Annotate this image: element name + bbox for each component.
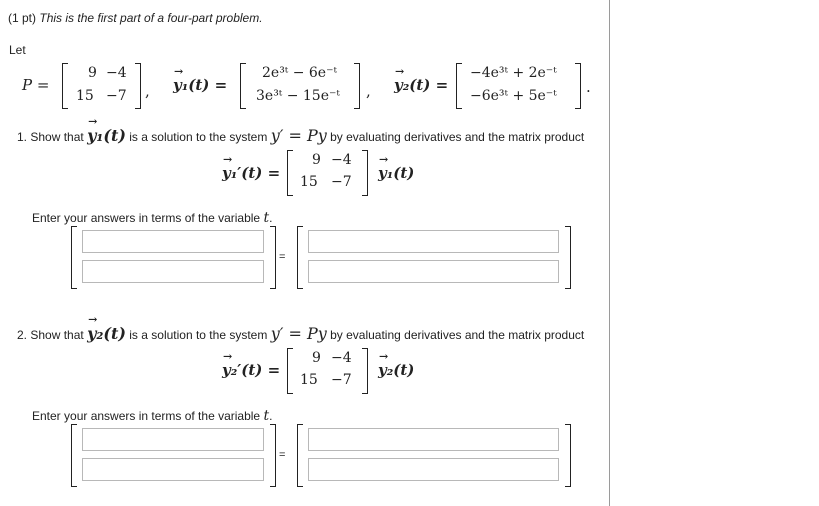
problem-panel: (1 pt) This is the first part of a four-part problem. Let P = 9 −4 15 −7 , → y₁(t) = 2e³ᵗ − 6e⁻ᵗ 3e³ᵗ − 15e⁻ᵗ , → y₂(t) = −4e³ᵗ + 2e⁻ᵗ −6e³ᵗ + 5e⁻ᵗ . 1. Show that → y₁(t) is a solution to the system y′ = Py by evaluating derivatives and the matrix product → y₁′(t) = 9 −4 15 −7 → y₁(t) Enter your answers in terms of the variable t. = 2. Show that → y₂(t) is a solution to the system y′ = Py by evaluating derivatives and the matrix product → y₂′(t) = 9 −4 15 −7 → y₂(t) Enter your answers in terms of the variable t. = [0, 0, 610, 506]
part2-equals: = [279, 449, 286, 461]
part2-lhs [222, 361, 280, 379]
part1-text-c: by evaluating derivatives and the matrix product [330, 130, 585, 144]
part1-matrix-right-bracket [362, 150, 368, 196]
part1-answer2-top-input[interactable] [308, 230, 559, 253]
y2-right-bracket [575, 63, 581, 109]
part1-lhs [222, 164, 280, 182]
p-label-text: P = [22, 76, 50, 94]
part2-question [17, 324, 584, 343]
part1-vector: → y₁(t) [87, 126, 126, 145]
intro-text: This is the first part of a four-part problem. [39, 11, 263, 25]
part1-matrix-12: −4 [331, 152, 352, 168]
part2-text-c: by evaluating derivatives and the matrix product [330, 328, 585, 342]
part2-answer2-top-input[interactable] [308, 428, 559, 451]
part1-equals: = [279, 251, 286, 263]
part2-answer1-top-input[interactable] [82, 428, 264, 451]
part1-system: y′ = Py [270, 126, 327, 145]
p-cell-21: 15 [76, 88, 94, 104]
part2-rhs [378, 361, 414, 379]
part1-rhs-text: → y₁(t) [378, 164, 414, 182]
part2-answer2-bottom-input[interactable] [308, 458, 559, 481]
p-left-bracket [62, 63, 68, 109]
part2-vector: → y₂(t) [87, 324, 126, 343]
part2-hint: Enter your answers in terms of the variable t. [32, 408, 273, 424]
p-cell-22: −7 [106, 88, 127, 104]
y1-right-bracket [354, 63, 360, 109]
part2-answer2-right-bracket [565, 424, 571, 487]
part1-matrix-left-bracket [287, 150, 293, 196]
part1-answer1-bottom-input[interactable] [82, 260, 264, 283]
part1-hint: Enter your answers in terms of the variable t. [32, 210, 273, 226]
y2-entry-2: −6e³ᵗ + 5e⁻ᵗ [470, 88, 557, 104]
part1-answer2-bottom-input[interactable] [308, 260, 559, 283]
part1-text-a: Show that [30, 130, 84, 144]
let-label: Let [9, 43, 26, 57]
part2-text-b: is a solution to the system [129, 328, 268, 342]
part2-answer1-bottom-input[interactable] [82, 458, 264, 481]
part2-matrix-21: 15 [300, 372, 318, 388]
part1-answer2-right-bracket [565, 226, 571, 289]
part2-answer1-right-bracket [270, 424, 276, 487]
part1-answer1-left-bracket [71, 226, 77, 289]
problem-intro [8, 11, 263, 25]
part2-system: y′ = Py [270, 324, 327, 343]
part1-question [17, 126, 584, 145]
y2-label-text: → y₂(t) = [394, 76, 448, 94]
part2-answer2-left-bracket [297, 424, 303, 487]
part2-text-a: Show that [30, 328, 84, 342]
part1-matrix-11: 9 [312, 152, 321, 168]
part2-matrix-left-bracket [287, 348, 293, 394]
part1-number: 1. [17, 130, 28, 144]
y1-label-text: → y₁(t) = [173, 76, 227, 94]
y2-label [394, 76, 448, 94]
part1-answer1-right-bracket [270, 226, 276, 289]
y1-left-bracket [240, 63, 246, 109]
part2-number: 2. [17, 328, 28, 342]
y2-entry-1: −4e³ᵗ + 2e⁻ᵗ [470, 65, 557, 81]
part2-matrix-right-bracket [362, 348, 368, 394]
y1-entry-2: 3e³ᵗ − 15e⁻ᵗ [256, 88, 340, 104]
p-right-bracket [135, 63, 141, 109]
p-cell-12: −4 [106, 65, 127, 81]
part1-answer1-top-input[interactable] [82, 230, 264, 253]
part1-hint-var: t [263, 210, 270, 226]
p-label [22, 76, 49, 94]
part1-answer2-left-bracket [297, 226, 303, 289]
part2-rhs-text: → y₂(t) [378, 361, 414, 379]
part1-lhs-text: → y₁′(t) = [222, 164, 280, 182]
y1-entry-1: 2e³ᵗ − 6e⁻ᵗ [262, 65, 337, 81]
part2-lhs-text: → y₂′(t) = [222, 361, 280, 379]
part2-matrix-11: 9 [312, 350, 321, 366]
part2-hint-var: t [263, 408, 270, 424]
part1-hint-text: Enter your answers in terms of the variable [32, 211, 261, 225]
y1-label [173, 76, 227, 94]
p-cell-11: 9 [88, 65, 97, 81]
part1-matrix-22: −7 [331, 174, 352, 190]
part1-rhs [378, 164, 414, 182]
part2-matrix-12: −4 [331, 350, 352, 366]
part2-answer1-left-bracket [71, 424, 77, 487]
part2-hint-text: Enter your answers in terms of the variable [32, 409, 261, 423]
part1-text-b: is a solution to the system [129, 130, 268, 144]
points-label: (1 pt) [8, 11, 37, 25]
y2-left-bracket [456, 63, 462, 109]
part2-matrix-22: −7 [331, 372, 352, 388]
part1-matrix-21: 15 [300, 174, 318, 190]
